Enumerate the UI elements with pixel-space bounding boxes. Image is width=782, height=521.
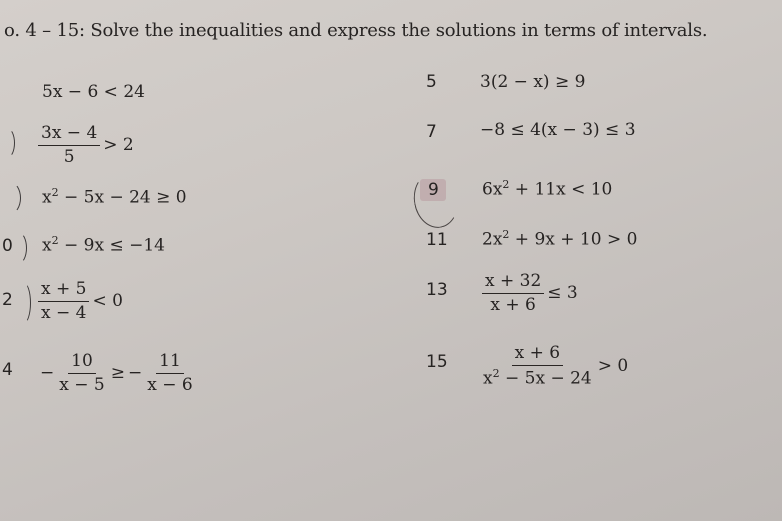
exercise-heading: o. 4 – 15: Solve the inequalities and express the solutions in terms of intervals. — [4, 20, 708, 41]
numerator: 3x − 4 — [38, 124, 100, 146]
relation: > 0 — [597, 356, 629, 377]
fraction — [482, 272, 544, 314]
pen-mark — [10, 232, 27, 264]
problem-9 — [482, 178, 612, 200]
problem-6 — [38, 124, 134, 166]
term: x — [483, 368, 493, 389]
relation: ≤ 3 — [547, 283, 578, 304]
term: − 5x − 24 ≥ 0 — [58, 187, 187, 208]
fraction — [144, 352, 195, 394]
term: 2x — [482, 229, 503, 250]
fraction — [38, 124, 100, 166]
problem-number: 15 — [426, 352, 448, 372]
term: + 9x + 10 > 0 — [509, 229, 638, 250]
term: 6x — [482, 179, 503, 200]
term: x — [42, 235, 52, 256]
term: − 9x ≤ −14 — [58, 235, 165, 256]
problem-4: 5x − 6 < 24 — [42, 82, 145, 102]
numerator: 11 — [156, 352, 184, 374]
problem-7: −8 ≤ 4(x − 3) ≤ 3 — [480, 120, 636, 140]
relation: ≥ — [110, 363, 125, 384]
exponent: 2 — [502, 228, 510, 241]
relation: > 2 — [103, 135, 134, 156]
relation: < 0 — [92, 291, 123, 312]
denominator: x − 6 — [147, 374, 193, 395]
numerator: 10 — [68, 352, 96, 374]
problem-number: 9 — [428, 180, 439, 200]
problem-12 — [38, 280, 123, 322]
exponent: 2 — [51, 186, 59, 199]
denominator: x − 4 — [41, 302, 87, 323]
fraction — [56, 352, 107, 394]
exponent: 2 — [51, 234, 59, 247]
fraction — [38, 280, 89, 322]
pen-mark — [0, 128, 15, 158]
problem-8 — [42, 186, 187, 208]
term: x — [42, 187, 52, 208]
term: + 11x < 10 — [509, 179, 613, 200]
denominator: 5 — [63, 146, 75, 167]
problem-10 — [42, 234, 165, 256]
pen-mark — [16, 282, 31, 324]
numerator: x + 5 — [38, 280, 89, 302]
problem-number: 5 — [426, 72, 437, 92]
problem-number: 7 — [426, 122, 437, 142]
problem-13 — [482, 272, 578, 314]
term: − 5x − 24 — [499, 368, 592, 389]
problem-15 — [480, 344, 628, 388]
problem-number: 13 — [426, 280, 448, 300]
denominator: x + 6 — [490, 294, 536, 315]
numerator: x + 6 — [512, 344, 563, 366]
denominator: x − 5 — [59, 374, 105, 395]
minus-sign: − — [40, 363, 55, 384]
problem-number: 0 — [2, 236, 13, 256]
minus-sign: − — [127, 363, 143, 384]
fraction — [480, 344, 595, 388]
denominator — [480, 366, 595, 388]
problem-14 — [40, 352, 196, 394]
pen-mark — [0, 182, 21, 214]
circle-mark — [409, 169, 462, 232]
exponent: 2 — [492, 366, 500, 380]
exponent: 2 — [502, 178, 510, 191]
problem-5: 3(2 − x) ≥ 9 — [480, 72, 586, 92]
problem-number: 11 — [426, 230, 448, 250]
numerator: x + 32 — [482, 272, 544, 294]
problem-number: 4 — [2, 360, 13, 380]
problem-number: 2 — [2, 290, 13, 310]
problem-11 — [482, 228, 637, 250]
